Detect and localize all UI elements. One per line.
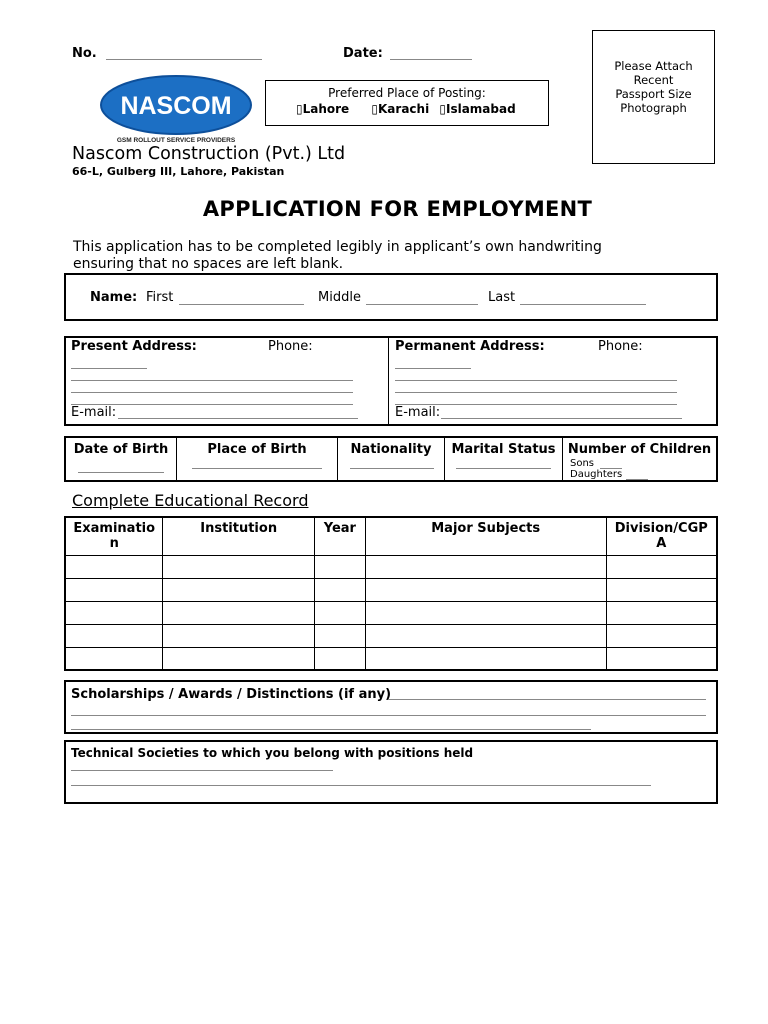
sons-label: Sons — [570, 458, 595, 469]
dob-field[interactable] — [78, 472, 164, 473]
daughters-label: Daughters — [570, 469, 623, 480]
date-label: Date: — [343, 46, 383, 61]
photo-box — [592, 30, 715, 164]
last-name-field[interactable] — [520, 304, 646, 305]
photo-text-line: Passport Size — [615, 87, 692, 101]
table-cell[interactable] — [606, 647, 717, 670]
first-name-label: First — [146, 290, 174, 305]
address-section — [64, 336, 718, 426]
posting-preference-box — [265, 80, 549, 126]
column-header: Examinatio n — [65, 517, 163, 555]
education-table — [64, 516, 718, 671]
logo-text: NASCOM — [120, 92, 232, 120]
pob-field[interactable] — [192, 468, 322, 469]
name-label: Name: — [90, 290, 138, 305]
column-header: Institution — [163, 517, 315, 555]
instruction-line: ensuring that no spaces are left blank. — [73, 256, 344, 272]
scholarships-label: Scholarships / Awards / Distinctions (if any) — [71, 687, 392, 702]
table-cell[interactable] — [163, 647, 315, 670]
dob-label: Date of Birth — [73, 442, 169, 457]
last-name-label: Last — [488, 290, 516, 305]
checkbox-icon[interactable]: ▯ — [439, 102, 446, 116]
posting-title: Preferred Place of Posting: — [328, 86, 486, 100]
table-row — [65, 601, 717, 624]
middle-name-label: Middle — [318, 290, 361, 305]
technical-societies-field[interactable] — [71, 770, 333, 771]
middle-name-field[interactable] — [366, 304, 478, 305]
scholarships-field[interactable] — [71, 715, 706, 716]
logo-tagline: GSM ROLLOUT SERVICE PROVIDERS — [116, 137, 236, 144]
present-address-field[interactable] — [71, 368, 147, 369]
company-name: Nascom Construction (Pvt.) Ltd — [72, 144, 346, 164]
table-cell[interactable] — [365, 601, 606, 624]
technical-societies-section — [64, 740, 718, 804]
permanent-email-field[interactable] — [441, 418, 682, 419]
table-cell[interactable] — [163, 555, 315, 578]
checkbox-icon[interactable]: ▯ — [371, 102, 378, 116]
table-row — [65, 578, 717, 601]
present-email-label: E-mail: — [71, 405, 117, 420]
scholarships-field[interactable] — [388, 699, 706, 700]
nationality-label: Nationality — [350, 442, 432, 457]
number-field[interactable] — [106, 59, 262, 60]
scholarships-field[interactable] — [71, 729, 591, 730]
table-cell[interactable] — [65, 601, 163, 624]
table-cell[interactable] — [606, 555, 717, 578]
company-address: 66-L, Gulberg III, Lahore, Pakistan — [72, 165, 285, 178]
instruction-line: This application has to be completed legibly in applicant’s own handwriting — [73, 239, 602, 255]
permanent-address-field[interactable] — [395, 392, 677, 393]
table-cell[interactable] — [163, 578, 315, 601]
personal-info-section — [64, 436, 718, 482]
present-address-field[interactable] — [71, 380, 353, 381]
table-cell[interactable] — [65, 555, 163, 578]
pob-label: Place of Birth — [207, 442, 307, 457]
column-header: Year — [314, 517, 365, 555]
company-logo — [100, 75, 254, 145]
first-name-field[interactable] — [179, 304, 304, 305]
column-header: Major Subjects — [365, 517, 606, 555]
marital-status-field[interactable] — [456, 468, 551, 469]
permanent-address-label: Permanent Address: — [395, 339, 545, 354]
present-phone-label: Phone: — [268, 339, 313, 354]
table-cell[interactable] — [365, 578, 606, 601]
photo-text-line: Recent — [633, 73, 674, 87]
posting-option-lahore[interactable]: ▯Lahore — [296, 102, 350, 116]
table-cell[interactable] — [314, 578, 365, 601]
table-cell[interactable] — [365, 647, 606, 670]
table-cell[interactable] — [314, 624, 365, 647]
education-header-row — [65, 517, 717, 555]
column-header: Division/CGP A — [606, 517, 717, 555]
technical-societies-label: Technical Societies to which you belong with positions held — [71, 746, 474, 760]
checkbox-icon[interactable]: ▯ — [296, 102, 303, 116]
table-cell[interactable] — [65, 578, 163, 601]
photo-text-line: Please Attach — [614, 59, 693, 73]
table-row — [65, 647, 717, 670]
permanent-phone-label: Phone: — [598, 339, 643, 354]
date-field[interactable] — [390, 59, 472, 60]
permanent-address-field[interactable] — [395, 368, 471, 369]
permanent-email-label: E-mail: — [395, 405, 441, 420]
scholarships-section — [64, 680, 718, 734]
page-title: APPLICATION FOR EMPLOYMENT — [202, 197, 593, 221]
name-section — [64, 273, 718, 321]
table-cell[interactable] — [65, 647, 163, 670]
posting-option-karachi[interactable]: ▯Karachi — [371, 102, 430, 116]
table-row — [65, 624, 717, 647]
table-cell[interactable] — [314, 601, 365, 624]
marital-status-label: Marital Status — [451, 442, 556, 457]
table-cell[interactable] — [163, 624, 315, 647]
education-heading: Complete Educational Record — [72, 491, 309, 510]
table-cell[interactable] — [606, 601, 717, 624]
present-address-field[interactable] — [71, 392, 353, 393]
table-cell[interactable] — [606, 624, 717, 647]
permanent-address-field[interactable] — [395, 380, 677, 381]
daughters-field[interactable] — [626, 479, 648, 480]
table-cell[interactable] — [365, 624, 606, 647]
table-row — [65, 555, 717, 578]
table-cell[interactable] — [365, 555, 606, 578]
table-cell[interactable] — [314, 555, 365, 578]
table-cell[interactable] — [606, 578, 717, 601]
photo-text-line: Photograph — [620, 101, 687, 115]
table-cell[interactable] — [163, 601, 315, 624]
table-cell[interactable] — [65, 624, 163, 647]
number-label: No. — [72, 46, 97, 61]
posting-option-islamabad[interactable]: ▯Islamabad — [439, 102, 516, 116]
table-cell[interactable] — [314, 647, 365, 670]
technical-societies-field[interactable] — [71, 785, 651, 786]
instructions — [73, 239, 602, 273]
nationality-field[interactable] — [350, 468, 434, 469]
present-email-field[interactable] — [118, 418, 358, 419]
children-label: Number of Children — [567, 442, 712, 457]
present-address-label: Present Address: — [71, 339, 197, 354]
